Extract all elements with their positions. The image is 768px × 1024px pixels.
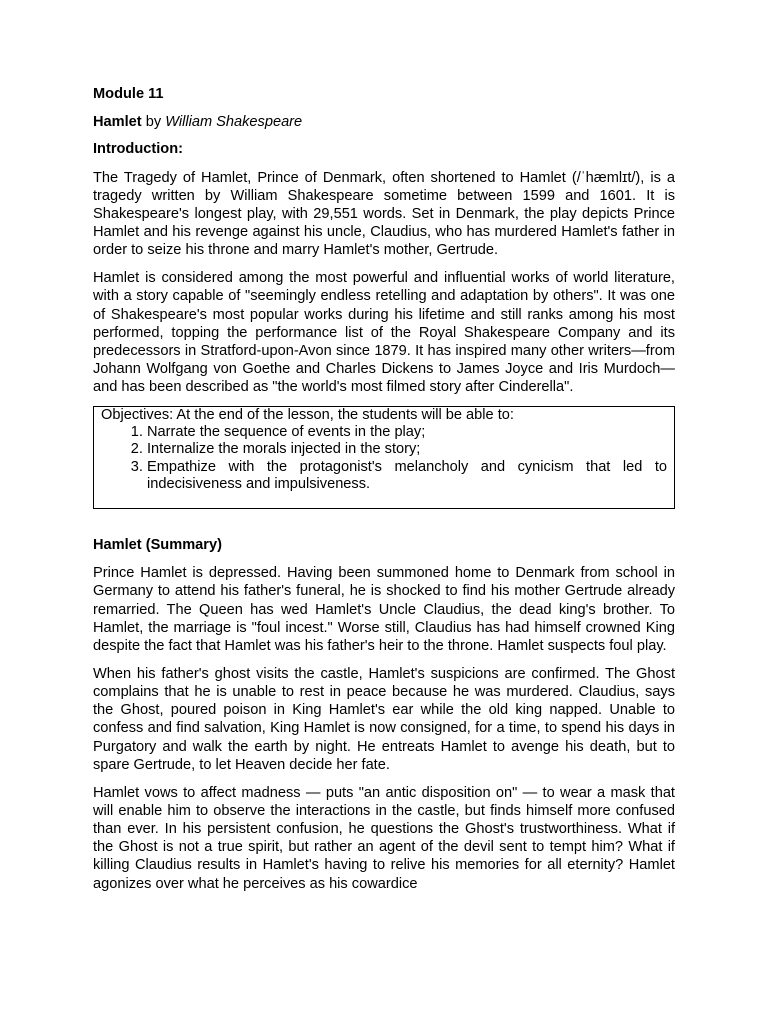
play-title: Hamlet [93, 113, 142, 130]
author-name: William Shakespeare [165, 113, 303, 130]
objectives-lead: Objectives: At the end of the lesson, the students will be able to: [101, 407, 514, 424]
intro-paragraph-2: Hamlet is considered among the most powerful and influential works of world literature, with a story capable of "seemingly endless retelling and adaptation by others". It was one of Shakespeare's most popular works during his lifetime and still ranks among his most performed, topping the performance list of the Royal Shakespeare Company and its predecessors in Stratford-upon-Avon since 1879. It has inspired many other writers—from Johann Wolfgang von Goethe and Charles Dickens to James Joyce and Iris Murdoch—and has been described as "the world's most filmed story after Cinderella". [93, 270, 675, 396]
objective-item-2: 2. Internalize the morals injected in the story; [147, 441, 667, 458]
byline-by: by [145, 113, 162, 130]
document-page [93, 85, 675, 902]
objectives-list [101, 424, 667, 493]
summary-paragraph-1: Prince Hamlet is depressed. Having been summoned home to Denmark from school in Germany to attend his father's funeral, he is shocked to find his mother Gertrude already remarried. The Queen has wed Hamlet's Uncle Claudius, the dead king's brother. To Hamlet, the marriage is "foul incest." Worse still, Claudius has had himself crowned King despite the fact that Hamlet was his father's heir to the throne. Hamlet suspects foul play. [93, 565, 675, 655]
summary-paragraph-3: Hamlet vows to affect madness — puts "an antic disposition on" — to wear a mask that will enable him to observe the interactions in the castle, but finds himself more confused than ever. In his persistent confusion, he questions the Ghost's trustworthiness. What if the Ghost is not a true spirit, but rather an agent of the devil sent to tempt him? What if killing Claudius results in Hamlet's having to relive his memories for all eternity? Hamlet agonizes over what he perceives as his cowardice [93, 784, 675, 892]
introduction-heading: Introduction: [93, 141, 183, 158]
objective-item-1: 1. Narrate the sequence of events in the play; [147, 424, 667, 441]
objective-item-3: 3. Empathize with the protagonist's melancholy and cynicism that led to indecisiveness and impulsiveness. [147, 459, 667, 493]
summary-paragraph-2: When his father's ghost visits the castle, Hamlet's suspicions are confirmed. The Ghost complains that he is unable to rest in peace because he was murdered. Claudius, says the Ghost, poured poison in King Hamlet's ear while the old king napped. Unable to confess and find salvation, King Hamlet is now consigned, for a time, to spend his days in Purgatory and walk the earth by night. He entreats Hamlet to avenge his death, but to spare Gertrude, to let Heaven decide her fate. [93, 665, 675, 773]
summary-heading: Hamlet (Summary) [93, 537, 222, 554]
objectives-box [93, 406, 675, 509]
intro-paragraph-1: The Tragedy of Hamlet, Prince of Denmark, often shortened to Hamlet (/ˈhæmlɪt/), is a tragedy written by William Shakespeare sometime between 1599 and 1601. It is Shakespeare's longest play, with 29,551 words. Set in Denmark, the play depicts Prince Hamlet and his revenge against his uncle, Claudius, who has murdered Hamlet's father in order to seize his throne and marry Hamlet's mother, Gertrude. [93, 169, 675, 259]
play-byline [93, 113, 675, 131]
module-title: Module 11 [93, 86, 164, 102]
